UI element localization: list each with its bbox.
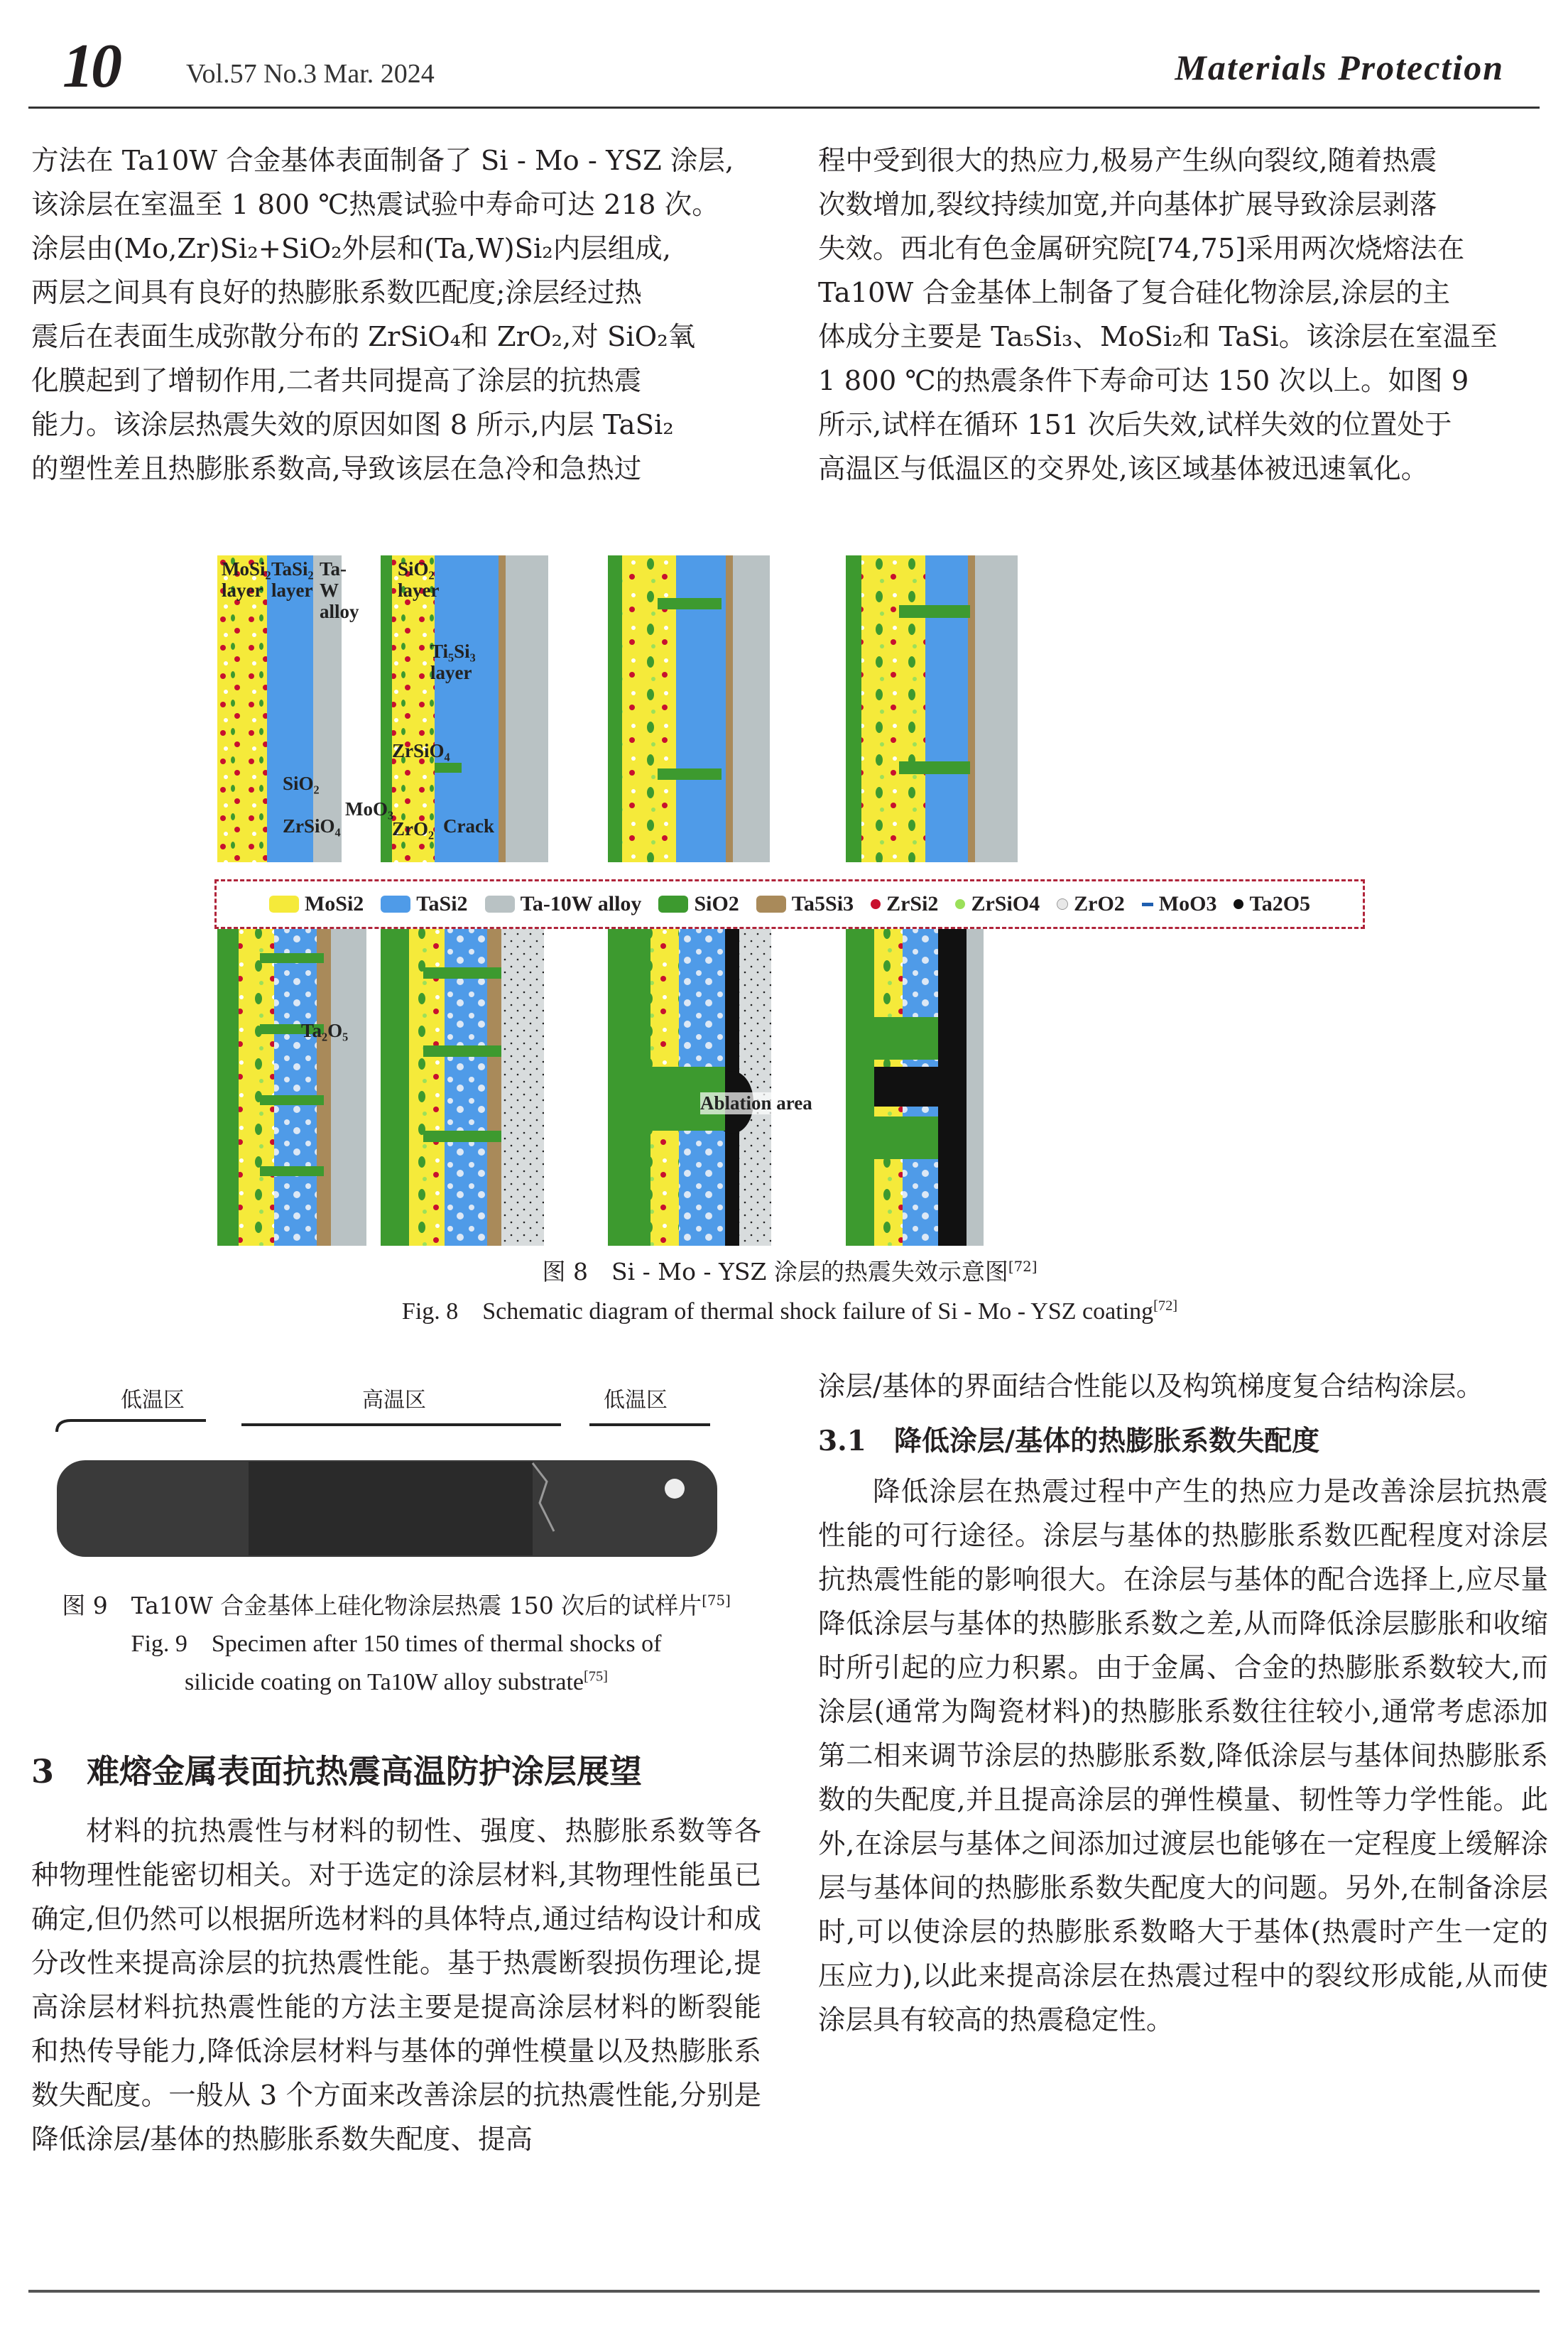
- page-number: 10: [62, 32, 119, 101]
- legend-swatch: [871, 899, 881, 909]
- section-3-paragraph: 材料的抗热震性与材料的韧性、强度、热膨胀系数等各种物理性能密切相关。对于选定的涂层材料,其物理性能虽已确定,但仍然可以根据所选材料的具体特点,通过结构设计和成分改性来提高涂层的抗热震性能。基于热震断裂损伤理论,提高涂层材料抗热震性能的方法主要是提高涂层材料的断裂能和热传导能力,降低涂层材料与基体的弹性模量以及热膨胀系数失配度。一般从 3 个方面来改善涂层的抗热震性能,分别是降低涂层/基体的热膨胀系数失配度、提高: [31, 1815, 761, 2156]
- label-taw-alloy: Ta-W alloy: [320, 558, 359, 622]
- right-column-top: [818, 139, 1548, 491]
- specimen-high-zone: [249, 1462, 533, 1555]
- label-sio2-layer: SiO₂ layer: [398, 558, 440, 601]
- text-line: 高温区与低温区的交界处,该区域基体被迅速氧化。: [818, 453, 1429, 485]
- specimen-hole: [665, 1479, 685, 1499]
- text-line: 体成分主要是 Ta₅Si₃、MoSi₂和 TaSi。该涂层在室温至: [818, 321, 1498, 353]
- right-column-lower: [818, 1365, 1548, 2043]
- legend-item: [955, 892, 1040, 916]
- text-line: 1 800 ℃的热震条件下寿命可达 150 次以上。如图 9: [818, 365, 1469, 397]
- legend-item: [756, 892, 854, 916]
- legend-label: Ta2O5: [1249, 892, 1311, 915]
- zone-label-low-right: 低温区: [604, 1388, 668, 1413]
- label-sio2: SiO₂: [283, 773, 320, 794]
- legend-item: [1057, 892, 1125, 916]
- figure-8-caption-cn-ref: [72]: [1008, 1259, 1038, 1275]
- continuation-text: 涂层/基体的界面结合性能以及构筑梯度复合结构涂层。: [818, 1371, 1483, 1403]
- text-line: 程中受到很大的热应力,极易产生纵向裂纹,随着热震: [818, 145, 1437, 177]
- specimen-photo: [50, 1411, 724, 1574]
- legend-item: [381, 892, 467, 916]
- text-line: 失效。西北有色金属研究院[74,75]采用两次烧熔法在: [818, 233, 1465, 265]
- legend-item: [658, 892, 739, 916]
- figure-9-caption-en-1: Fig. 9 Specimen after 150 times of thermal shocks of: [131, 1631, 662, 1657]
- legend-label: MoO3: [1158, 892, 1217, 915]
- text-line: 该涂层在室温至 1 800 ℃热震试验中寿命可达 218 次。: [31, 189, 719, 221]
- legend-swatch: [1142, 903, 1153, 906]
- section-3-1-paragraph: 降低涂层在热震过程中产生的热应力是改善涂层抗热震性能的可行途径。涂层与基体的热膨胀系数匹配程度对涂层抗热震性能的影响很大。在涂层与基体的配合选择上,应尽量降低涂层与基体的热膨胀系数之差,从而降低涂层膨胀和收缩时所引起的应力积累。由于金属、合金的热膨胀系数较大,而涂层(通常为陶瓷材料)的热膨胀系数往往较小,通常考虑添加第二相来调节涂层的热膨胀系数,降低涂层与基体间热膨胀系数的失配度,并且提高涂层的弹性模量、韧性等力学性能。此外,在涂层与基体之间添加过渡层也能够在一定程度上缓解涂层与基体间的热膨胀系数失配度大的问题。另外,在制备涂层时,可以使涂层的热膨胀系数略大于基体(热震时产生一定的压应力),以此来提高涂层在热震过程中的裂纹形成能,从而使涂层具有较高的热震稳定性。: [818, 1476, 1548, 2036]
- legend-swatch: [485, 896, 515, 913]
- panel-bottom-1: [217, 925, 366, 1246]
- legend-swatch: [269, 896, 299, 913]
- panel-top-4: [846, 555, 1018, 862]
- figure-9: [50, 1382, 724, 1574]
- figure-9-caption-en-ref: [75]: [583, 1668, 608, 1685]
- text-line: 震后在表面生成弥散分布的 ZrSiO₄和 ZrO₂,对 SiO₂氧: [31, 321, 696, 353]
- figure-8-caption-en: [31, 1294, 1548, 1330]
- figure-8-caption-cn-text: 图 8 Si - Mo - YSZ 涂层的热震失效示意图: [542, 1258, 1008, 1286]
- label-ti5si3-layer: Ti₅Si₃ layer: [430, 641, 476, 683]
- legend-item: [871, 892, 938, 916]
- label-mosi2-layer: MoSi₂ layer: [222, 558, 271, 601]
- legend-label: ZrSi2: [886, 892, 939, 915]
- legend-swatch: [756, 896, 786, 913]
- figure-8-caption-cn: [31, 1254, 1548, 1290]
- zone-label-low-left: 低温区: [121, 1388, 185, 1413]
- footer-rule: [28, 2290, 1540, 2293]
- section-3-1-title: 3.1 降低涂层/基体的热膨胀系数失配度: [818, 1425, 1320, 1457]
- figure-9-caption-en-2-text: silicide coating on Ta10W alloy substrate: [185, 1669, 584, 1695]
- figure-9-caption-cn-ref: [75]: [702, 1592, 731, 1609]
- legend-label: ZrSiO4: [971, 892, 1040, 915]
- panel-bottom-3: [608, 925, 771, 1246]
- legend-label: TaSi2: [416, 892, 468, 915]
- legend-item: [269, 892, 364, 916]
- issue-info: Vol.57 No.3 Mar. 2024: [186, 59, 435, 89]
- figure-8-caption-en-ref: [72]: [1153, 1298, 1178, 1314]
- figure-8-legend: [214, 879, 1365, 929]
- text-line: 化膜起到了增韧作用,二者共同提高了涂层的抗热震: [31, 365, 642, 397]
- label-zrsio4-b: ZrSiO₄: [392, 740, 450, 761]
- text-line: 两层之间具有良好的热膨胀系数匹配度;涂层经过热: [31, 277, 642, 309]
- figure-9-caption-cn-text: 图 9 Ta10W 合金基体上硅化物涂层热震 150 次后的试样片: [62, 1592, 702, 1619]
- brace-low-left: [57, 1420, 206, 1432]
- label-ta2o5: Ta₂O₅: [301, 1020, 349, 1041]
- section-3-body: [31, 1810, 761, 2162]
- text-line: 方法在 Ta10W 合金基体表面制备了 Si - Mo - YSZ 涂层,: [31, 145, 734, 177]
- legend-swatch: [658, 896, 688, 913]
- label-moo3: MoO₃: [345, 798, 394, 820]
- figure-9-caption-cn: [31, 1588, 761, 1624]
- text-line: 所示,试样在循环 151 次后失效,试样失效的位置处于: [818, 409, 1452, 441]
- header-rule: [28, 107, 1540, 109]
- legend-swatch: [1234, 899, 1243, 909]
- label-tasi2-layer: TaSi₂ layer: [271, 558, 314, 601]
- legend-item: [1234, 892, 1310, 916]
- panel-top-3: [608, 555, 770, 862]
- legend-label: Ta-10W alloy: [520, 892, 642, 915]
- text-line: 涂层由(Mo,Zr)Si₂+SiO₂外层和(Ta,W)Si₂内层组成,: [31, 233, 671, 265]
- legend-swatch: [955, 899, 965, 909]
- panel-bottom-2: [381, 925, 544, 1246]
- text-line: 的塑性差且热膨胀系数高,导致该层在急冷和急热过: [31, 453, 642, 485]
- label-ablation-area: Ablation area: [700, 1092, 812, 1114]
- legend-label: ZrO2: [1074, 892, 1125, 915]
- text-line: 次数增加,裂纹持续加宽,并向基体扩展导致涂层剥落: [818, 189, 1437, 221]
- legend-item: [485, 892, 642, 916]
- legend-swatch: [1057, 898, 1068, 910]
- figure-9-caption-en-2: [31, 1665, 761, 1700]
- legend-item: [1142, 892, 1217, 916]
- zone-label-high: 高温区: [362, 1388, 426, 1413]
- legend-label: Ta5Si3: [791, 892, 854, 915]
- label-zro2: ZrO₂: [392, 818, 435, 840]
- legend-label: SiO2: [694, 892, 739, 915]
- legend-swatch: [381, 896, 410, 913]
- section-3-title: 3 难熔金属表面抗热震高温防护涂层展望: [31, 1752, 643, 1791]
- label-crack: Crack: [443, 815, 494, 837]
- panel-bottom-4: [846, 925, 984, 1246]
- text-line: 能力。该涂层热震失效的原因如图 8 所示,内层 TaSi₂: [31, 409, 674, 441]
- figure-8-caption-en-text: Fig. 8 Schematic diagram of thermal shock failure of Si - Mo - YSZ coating: [401, 1298, 1154, 1325]
- left-column-top: [31, 139, 761, 491]
- journal-name: Materials Protection: [1175, 48, 1504, 87]
- text-line: Ta10W 合金基体上制备了复合硅化物涂层,涂层的主: [818, 277, 1451, 309]
- legend-label: MoSi2: [304, 892, 364, 915]
- label-zrsio4: ZrSiO₄: [283, 815, 341, 837]
